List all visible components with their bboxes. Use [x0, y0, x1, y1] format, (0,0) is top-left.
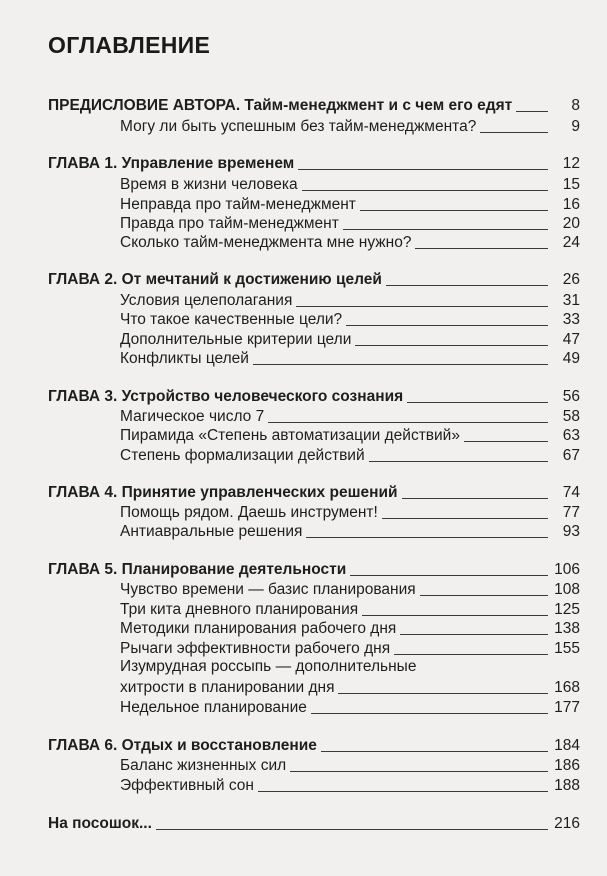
toc-entry[interactable] — [120, 406, 580, 426]
leader-line — [415, 248, 548, 249]
toc-entry[interactable] — [120, 174, 580, 194]
toc-entry-label: Недельное планирование — [120, 699, 307, 716]
toc-chapter-3[interactable] — [48, 386, 580, 406]
leader-line — [253, 364, 548, 365]
toc-chapter-2[interactable] — [48, 269, 580, 289]
toc-entry[interactable] — [120, 579, 580, 599]
toc-entry-page: 20 — [562, 215, 580, 232]
toc-entry[interactable] — [120, 329, 580, 349]
toc-chapter-label: ГЛАВА 2. От мечтаний к достижению целей — [48, 271, 382, 288]
toc-chapter-label: ГЛАВА 5. Планирование деятельности — [48, 561, 347, 578]
leader-line — [346, 325, 548, 326]
toc-entry-page: 168 — [554, 679, 580, 696]
toc-entry-page: 31 — [562, 292, 580, 309]
leader-line — [394, 654, 548, 655]
toc-entry-label: Магическое число 7 — [120, 408, 265, 425]
toc-entry-page: 125 — [554, 601, 580, 618]
toc-chapter-page: 12 — [562, 155, 580, 172]
toc-chapter-6[interactable] — [48, 735, 580, 755]
toc-entry-page: 77 — [562, 504, 580, 521]
leader-line — [258, 791, 548, 792]
leader-line — [382, 518, 548, 519]
leader-line — [402, 498, 548, 499]
toc-chapter-page: 106 — [554, 561, 580, 578]
toc-entry[interactable] — [120, 775, 580, 795]
leader-line — [321, 751, 548, 752]
leader-line — [296, 306, 548, 307]
toc-entry-page: 188 — [554, 777, 580, 794]
toc-chapter-page: 26 — [562, 271, 580, 288]
leader-line — [302, 190, 548, 191]
toc-entry-label: Что такое качественные цели? — [120, 311, 343, 328]
page-title: ОГЛАВЛЕНИЕ — [48, 32, 211, 58]
toc-entry[interactable] — [120, 445, 580, 465]
toc-entry-page: 216 — [554, 815, 580, 832]
leader-line — [420, 595, 548, 596]
leader-line — [338, 693, 548, 694]
leader-line — [268, 422, 548, 423]
leader-line — [290, 771, 548, 772]
leader-line — [386, 285, 548, 286]
leader-line — [516, 111, 548, 112]
toc-entry-page: 49 — [562, 350, 580, 367]
toc-entry-label: Дополнительные критерии цели — [120, 331, 352, 348]
toc-entry-label: Степень формализации действий — [120, 447, 365, 464]
toc-entry-label: Сколько тайм-менеджмента мне нужно? — [120, 234, 412, 251]
toc-entry-label: Чувство времени — базис планирования — [120, 581, 416, 598]
toc-entry-label: хитрости в планировании дня — [120, 679, 335, 696]
toc-entry[interactable] — [120, 213, 580, 233]
leader-line — [400, 634, 548, 635]
toc-entry[interactable] — [120, 232, 580, 252]
toc-entry[interactable] — [120, 290, 580, 310]
leader-line — [407, 402, 548, 403]
toc-chapter-4[interactable] — [48, 482, 580, 502]
toc-chapter-page: 56 — [562, 388, 580, 405]
leader-line — [369, 461, 548, 462]
toc-entry[interactable] — [120, 697, 580, 717]
toc-entry[interactable] — [120, 309, 580, 329]
toc-entry-page: 93 — [562, 523, 580, 540]
leader-line — [156, 829, 548, 830]
leader-line — [350, 575, 548, 576]
toc-entry-page: 8 — [571, 97, 580, 114]
toc-entry-label: Антиавральные решения — [120, 523, 303, 540]
toc-entry-page: 155 — [554, 640, 580, 657]
toc-entry-preface[interactable] — [48, 95, 580, 115]
toc-entry[interactable] — [120, 521, 580, 541]
toc-entry-label: Помощь рядом. Даешь инструмент! — [120, 504, 378, 521]
toc-entry[interactable] — [120, 599, 580, 619]
toc-entry-page: 177 — [554, 699, 580, 716]
toc-entry-page: 33 — [562, 311, 580, 328]
toc-entry-page: 24 — [562, 234, 580, 251]
toc-chapter-page: 184 — [554, 737, 580, 754]
toc-chapter-label: ГЛАВА 4. Принятие управленческих решений — [48, 484, 398, 501]
toc-entry-page: 63 — [562, 427, 580, 444]
toc-chapter-1[interactable] — [48, 153, 580, 173]
toc-entry-preface-sub[interactable] — [120, 116, 580, 136]
toc-chapter-label: ГЛАВА 6. Отдых и восстановление — [48, 737, 317, 754]
toc-entry[interactable] — [120, 348, 580, 368]
leader-line — [362, 615, 548, 616]
toc-entry-label: Методики планирования рабочего дня — [120, 620, 397, 637]
toc-entry-label: Могу ли быть успешным без тайм-менеджмента? — [120, 118, 477, 135]
leader-line — [360, 210, 548, 211]
toc-entry-page: 16 — [562, 196, 580, 213]
toc-entry-page: 138 — [554, 620, 580, 637]
toc-entry-label: Правда про тайм-менеджмент — [120, 215, 339, 232]
leader-line — [464, 441, 548, 442]
toc-entry-page: 9 — [571, 118, 580, 135]
toc-entry-page: 47 — [562, 331, 580, 348]
toc-entry[interactable] — [120, 618, 580, 638]
toc-entry-label: На посошок... — [48, 815, 152, 832]
toc-entry-page: 108 — [554, 581, 580, 598]
toc-entry-label: Неправда про тайм-менеджмент — [120, 196, 356, 213]
toc-entry-page: 186 — [554, 757, 580, 774]
toc-entry-label: Условия целеполагания — [120, 292, 293, 309]
toc-entry-label: Три кита дневного планирования — [120, 601, 359, 618]
toc-entry-label: Рычаги эффективности рабочего дня — [120, 640, 391, 657]
toc-entry-label: Баланс жизненных сил — [120, 757, 287, 774]
leader-line — [311, 713, 548, 714]
leader-line — [480, 132, 548, 133]
leader-line — [355, 345, 548, 346]
toc-entry-label: Пирамида «Степень автоматизации действий» — [120, 427, 460, 444]
toc-entry[interactable] — [120, 194, 580, 214]
toc-entry[interactable] — [120, 677, 580, 697]
leader-line — [298, 169, 548, 170]
toc-entry-label: ПРЕДИСЛОВИЕ АВТОРА. Тайм-менеджмент и с чем его едят — [48, 97, 513, 114]
toc-entry[interactable] — [120, 755, 580, 775]
toc-entry[interactable] — [120, 638, 580, 658]
toc-chapter-label: ГЛАВА 1. Управление временем — [48, 155, 295, 172]
toc-entry-farewell[interactable] — [48, 813, 580, 833]
toc-entry-page: 58 — [562, 408, 580, 425]
toc-entry[interactable] — [120, 425, 580, 445]
toc-entry-first-line: Изумрудная россыпь — дополнительные — [120, 658, 417, 675]
leader-line — [343, 229, 548, 230]
toc-entry[interactable] — [120, 502, 580, 522]
toc-entry-label: Эффективный сон — [120, 777, 254, 794]
toc-chapter-5[interactable] — [48, 559, 580, 579]
toc-entry-page: 67 — [562, 447, 580, 464]
toc-chapter-label: ГЛАВА 3. Устройство человеческого сознания — [48, 388, 404, 405]
toc-chapter-page: 74 — [562, 484, 580, 501]
leader-line — [306, 537, 548, 538]
toc-entry-label: Время в жизни человека — [120, 176, 298, 193]
toc-entry-label: Конфликты целей — [120, 350, 249, 367]
toc-entry-page: 15 — [562, 176, 580, 193]
